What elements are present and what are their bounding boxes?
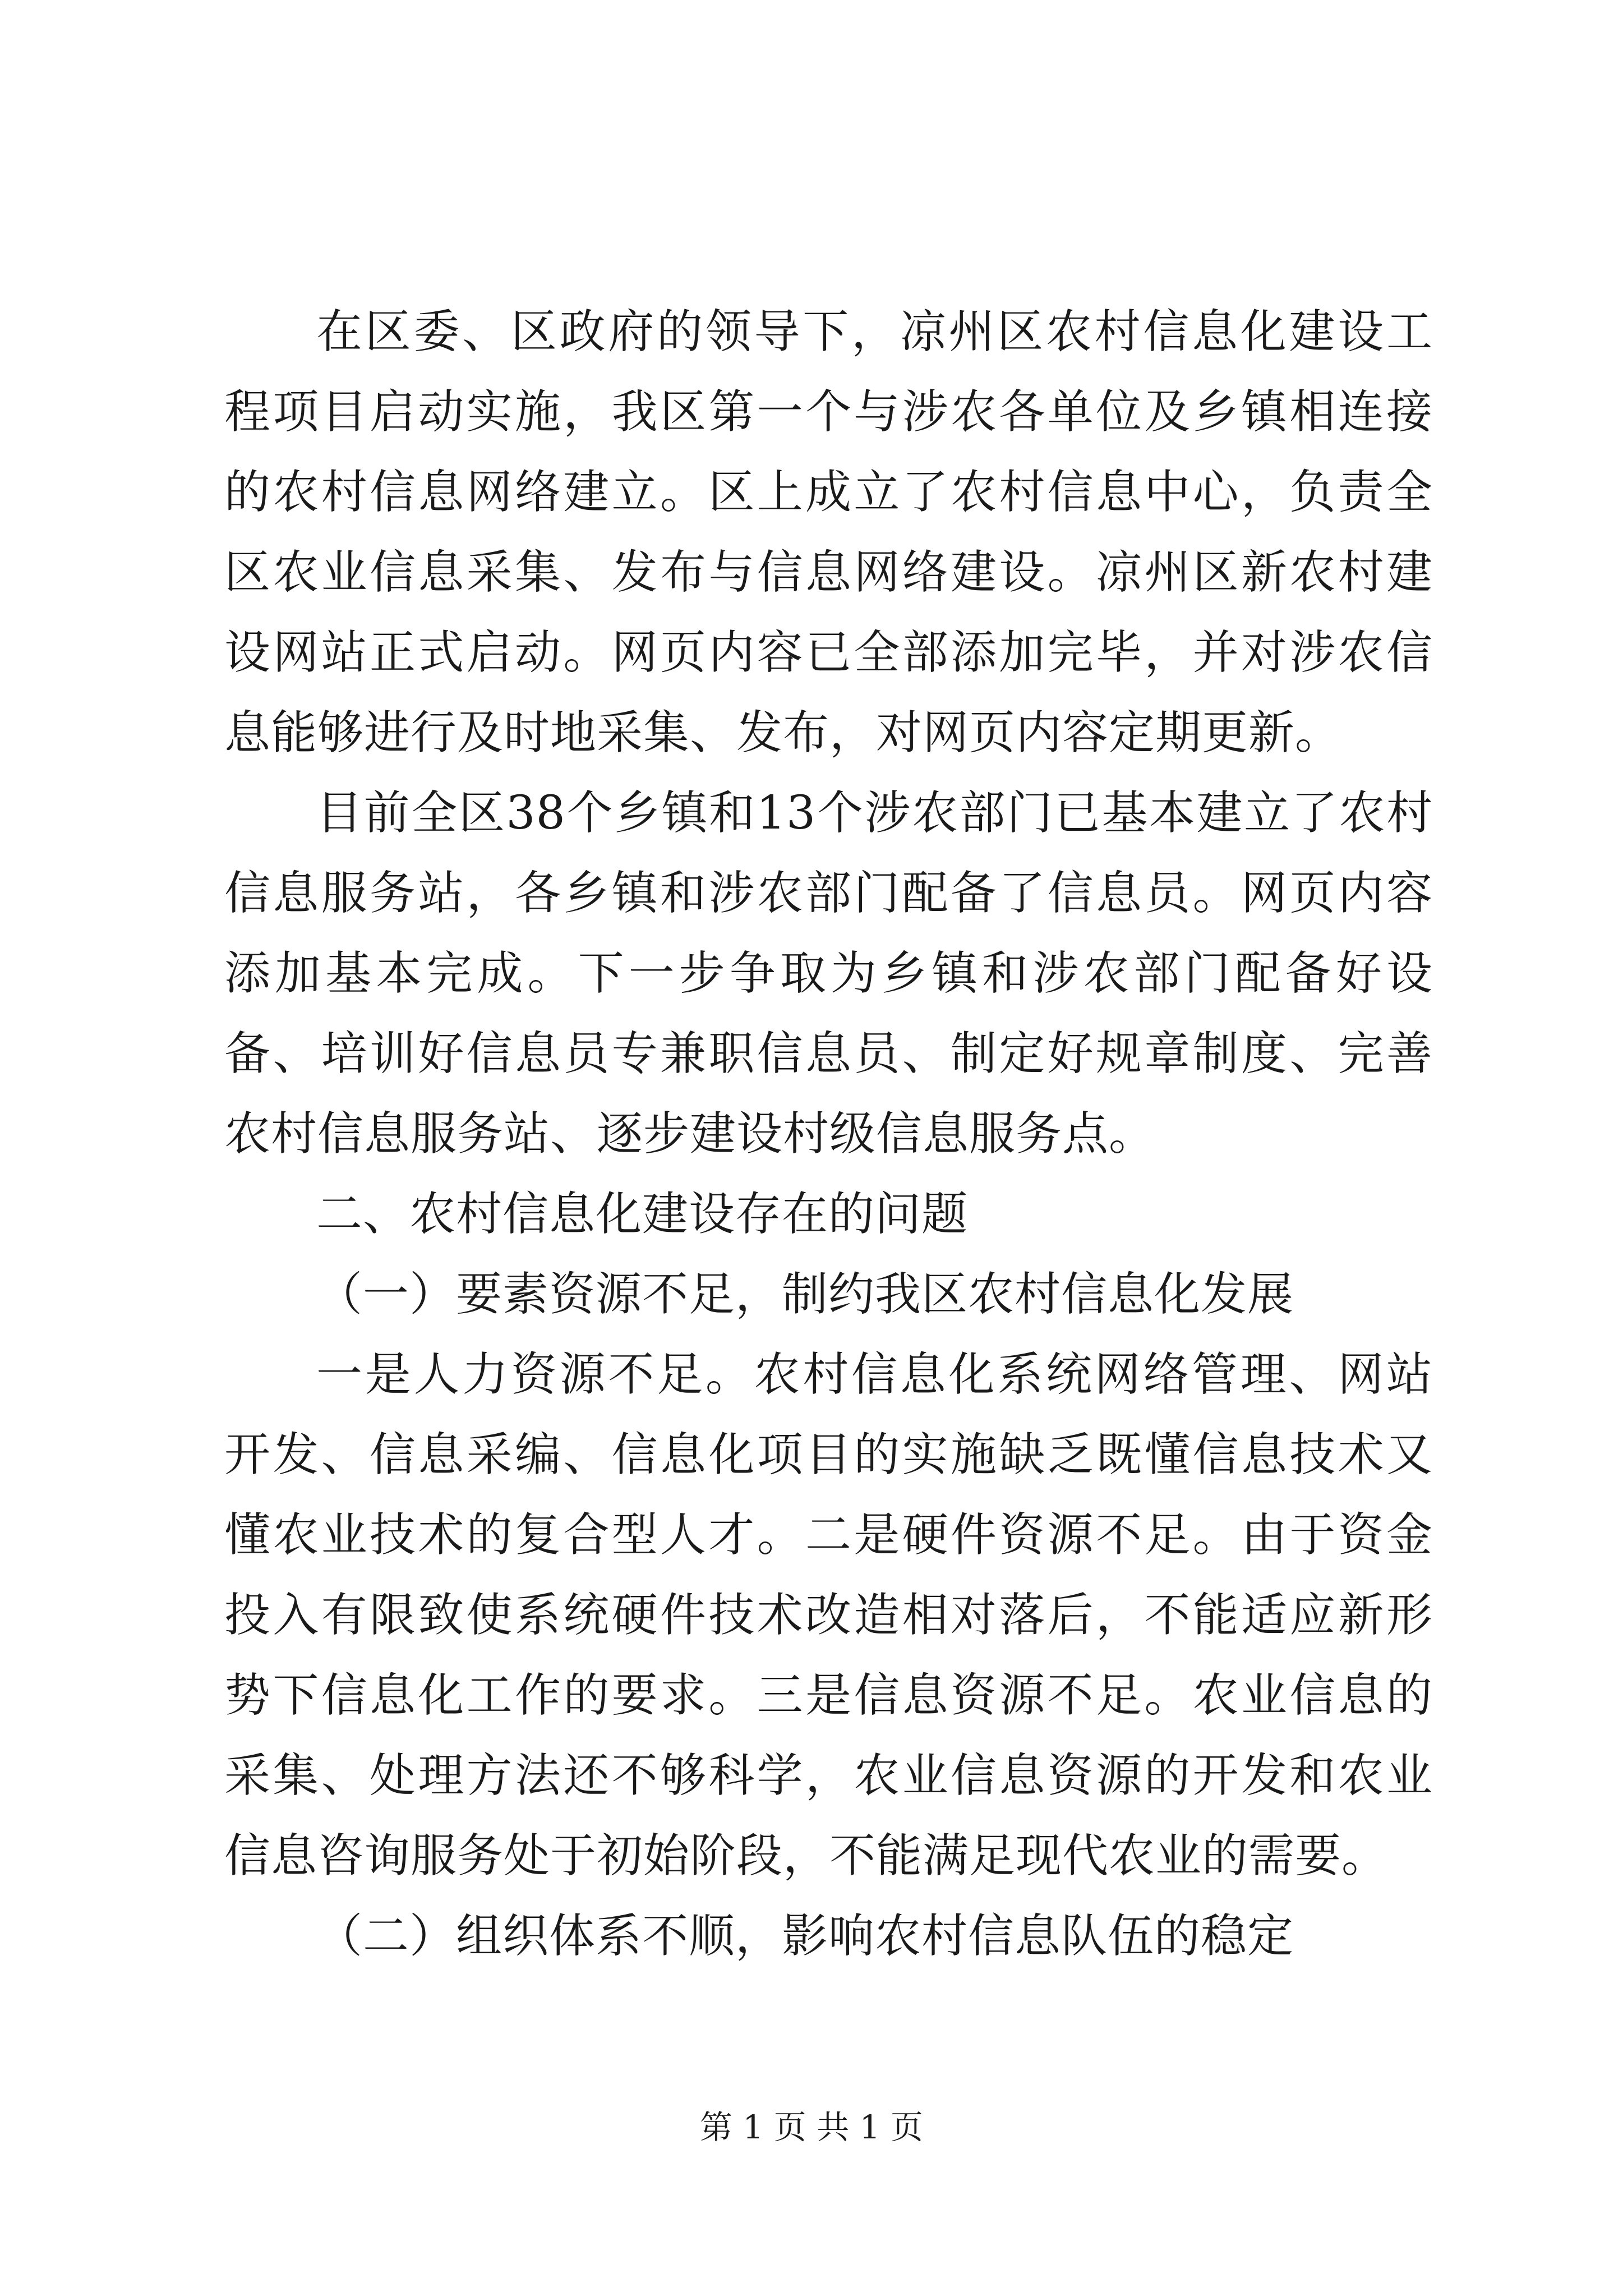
section-heading-problems: 二、农村信息化建设存在的问题 [316, 1188, 969, 1241]
document-body [224, 292, 1433, 1976]
subheading-organization: （二）组织体系不顺，影响农村信息队伍的稳定 [316, 1910, 1294, 1963]
paragraph-intro: 在区委、区政府的领导下，凉州区农村信息化建设工程项目启动实施，我区第一个与涉农各单位及乡镇相连接的农村信息网络建立。区上成立了农村信息中心，负责全区农业信息采集、发布与信息网络建设。凉州区新农村建设网站正式启动。网页内容已全部添加完毕，并对涉农信息能够进行及时地采集、发布，对网页内容定期更新。 [224, 305, 1433, 760]
page-footer: 第 1 页 共 1 页 [700, 2108, 923, 2146]
paragraph-service-stations: 目前全区38个乡镇和13个涉农部门已基本建立了农村信息服务站，各乡镇和涉农部门配备了信息员。网页内容添加基本完成。下一步争取为乡镇和涉农部门配备好设备、培训好信息员专兼职信息员、制定好规章制度、完善农村信息服务站、逐步建设村级信息服务点。 [224, 786, 1433, 1161]
paragraph-resource-shortage: 一是人力资源不足。农村信息化系统网络管理、网站开发、信息采编、信息化项目的实施缺乏既懂信息技术又懂农业技术的复合型人才。二是硬件资源不足。由于资金投入有限致使系统硬件技术改造相对落后，不能适应新形势下信息化工作的要求。三是信息资源不足。农业信息的采集、处理方法还不够科学，农业信息资源的开发和农业信息咨询服务处于初始阶段，不能满足现代农业的需要。 [224, 1348, 1433, 1883]
subheading-resources: （一）要素资源不足，制约我区农村信息化发展 [316, 1268, 1294, 1321]
